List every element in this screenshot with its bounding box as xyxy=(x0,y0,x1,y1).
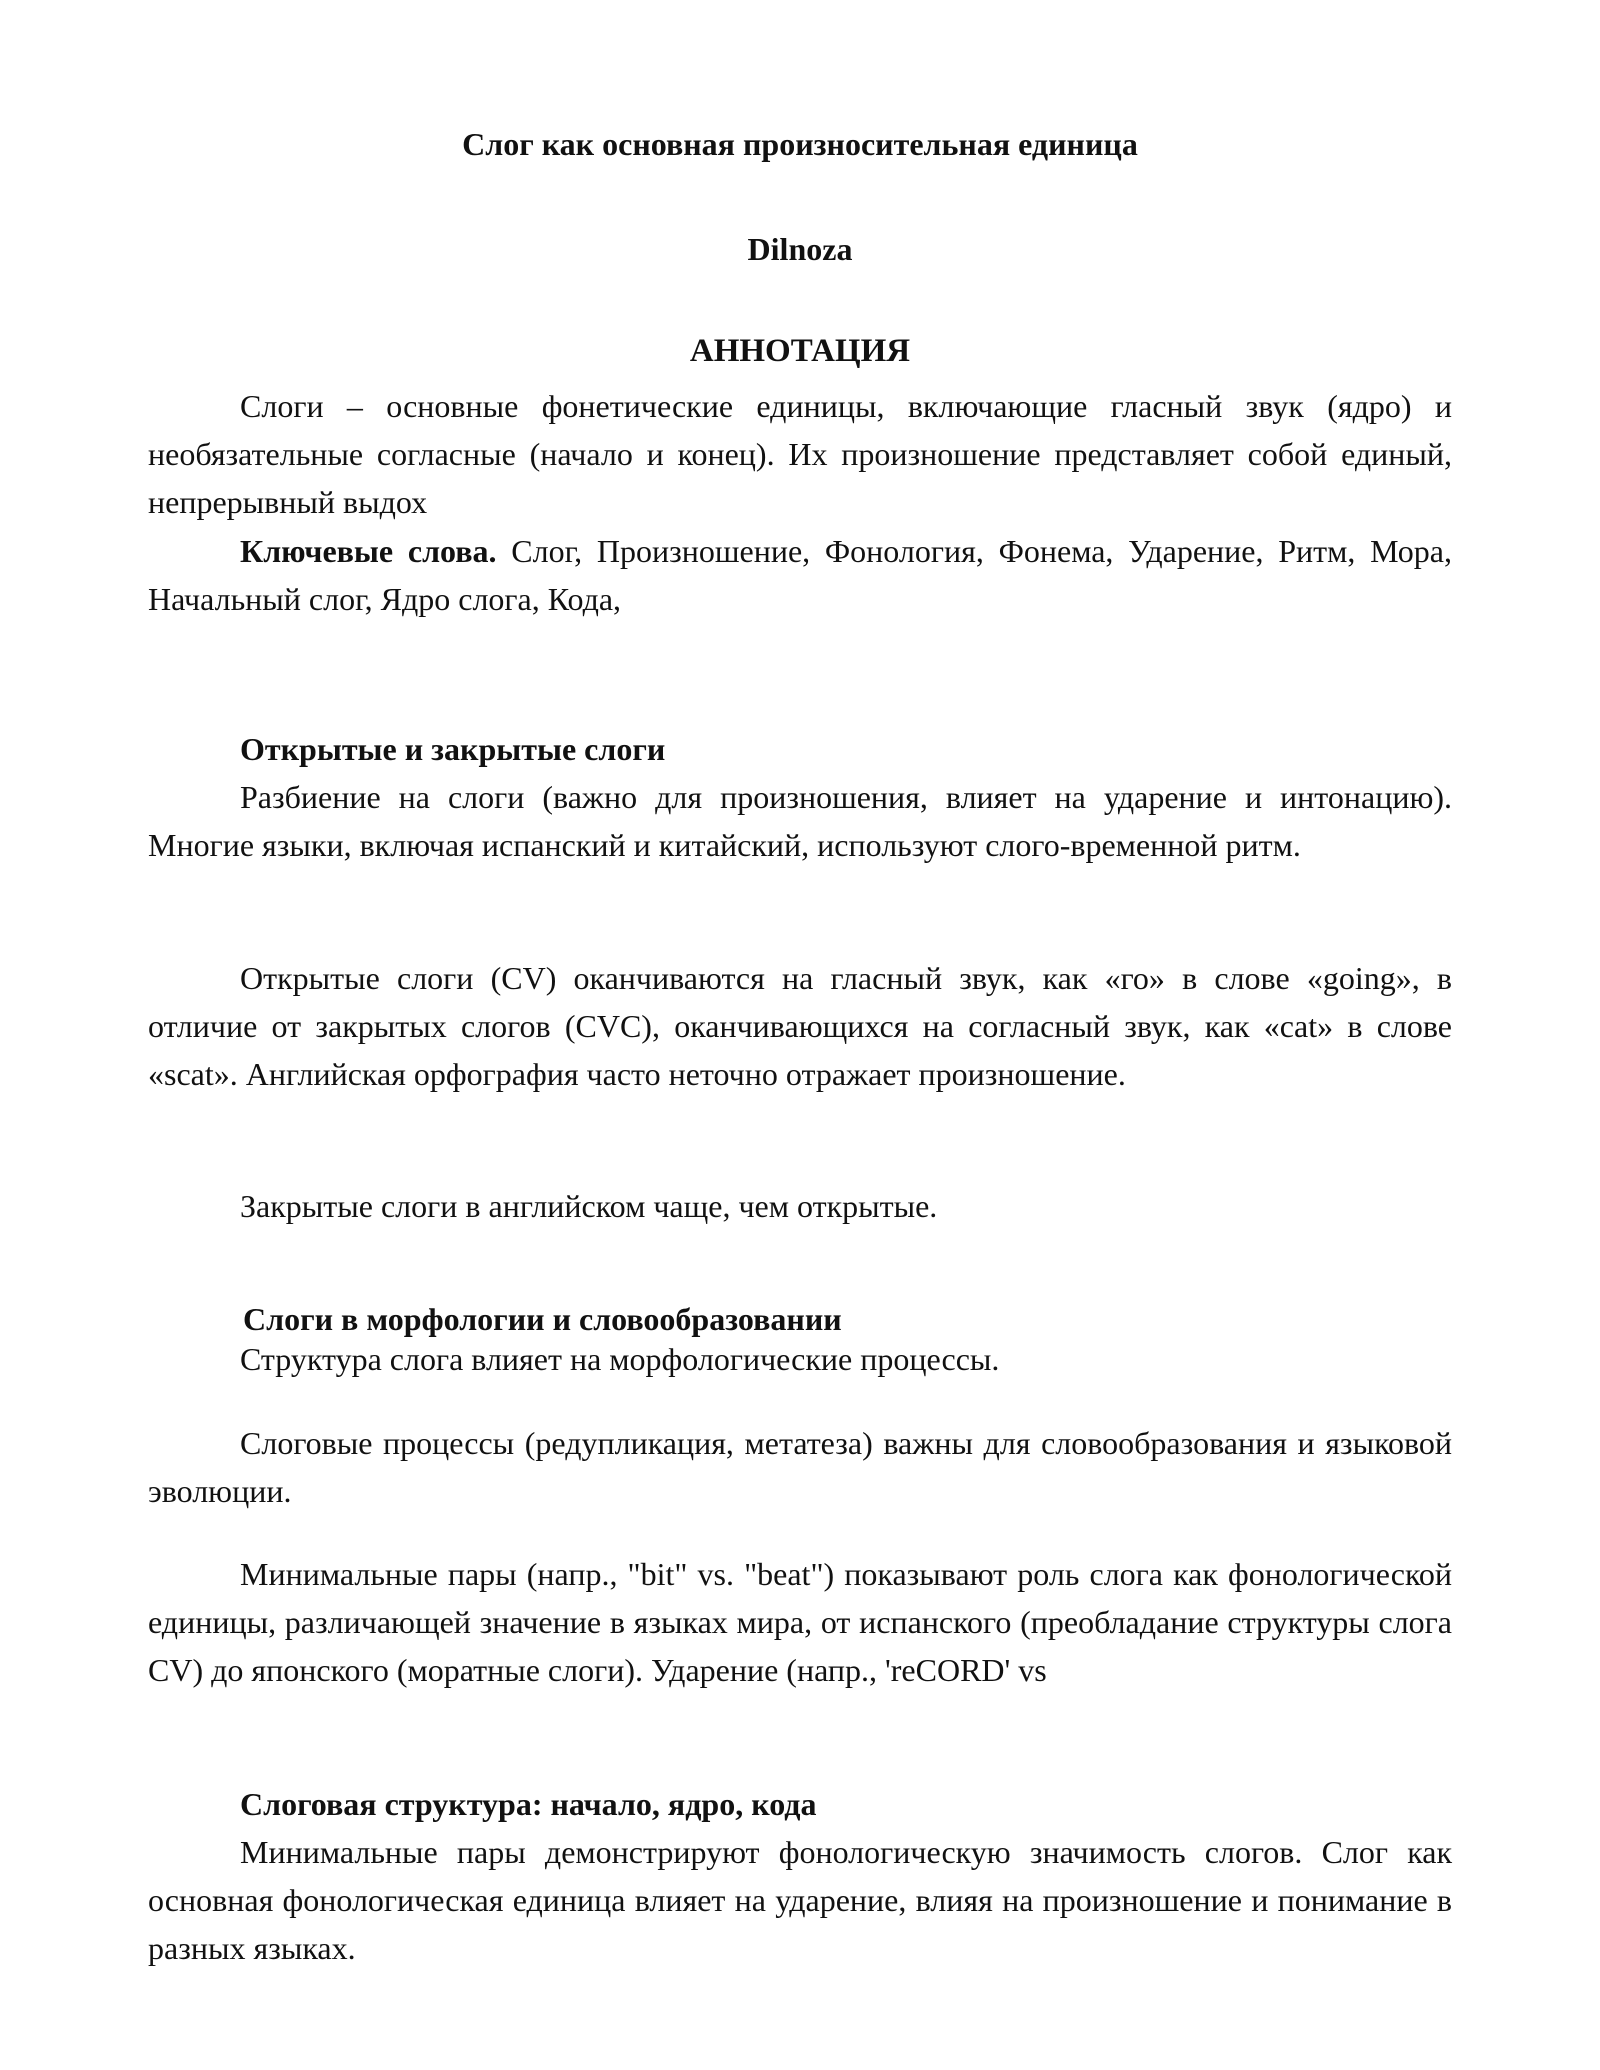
section-heading-morphology: Слоги в морфологии и словообразовании xyxy=(243,1301,842,1337)
section-paragraph: Разбиение на слоги (важно для произношения, влияет на ударение и интонацию). Многие языки, включая испанский и китайский, используют слого-временной ритм. xyxy=(148,779,1452,863)
section-heading-open-closed: Открытые и закрытые слоги xyxy=(240,731,666,767)
section-paragraph: Закрытые слоги в английском чаще, чем открытые. xyxy=(240,1188,938,1224)
author-name: Dilnoza xyxy=(747,231,853,267)
abstract-paragraph: Слоги – основные фонетические единицы, включающие гласный звук (ядро) и необязательные согласные (начало и конец). Их произношение представляет собой единый, непрерывный выдох xyxy=(148,388,1452,520)
keywords-list: Слог, Произношение, Фонология, Фонема, Ударение, Ритм, Мора, Начальный слог, Ядро слога, Кода, xyxy=(148,533,1453,617)
section-paragraph: Структура слога влияет на морфологические процессы. xyxy=(240,1341,1000,1377)
section-heading-structure: Слоговая структура: начало, ядро, кода xyxy=(240,1786,817,1822)
section-paragraph: Слоговые процессы (редупликация, метатеза) важны для словообразования и языковой эволюции. xyxy=(148,1425,1452,1509)
section-paragraph: Минимальные пары демонстрируют фонологическую значимость слогов. Слог как основная фонологическая единица влияет на ударение, влияя на произношение и понимание в разных языках. xyxy=(148,1834,1452,1966)
keywords-label: Ключевые слова. xyxy=(240,533,497,569)
section-paragraph: Открытые слоги (CV) оканчиваются на гласный звук, как «го» в слове «going», в отличие от закрытых слогов (CVC), оканчивающихся на согласный звук, как «cat» в слове «scat». Английская орфография часто неточно отражает произношение. xyxy=(148,960,1452,1092)
keywords-paragraph xyxy=(148,527,1452,623)
section-paragraph: Минимальные пары (напр., "bit" vs. "beat") показывают роль слога как фонологической единицы, различающей значение в языках мира, от испанского (преобладание структуры слога CV) до японского (моратные слоги). Ударение (напр., 'reCORD' vs xyxy=(148,1556,1452,1688)
document-title: Слог как основная произносительная единица xyxy=(462,126,1138,162)
abstract-heading: АННОТАЦИЯ xyxy=(689,333,911,369)
